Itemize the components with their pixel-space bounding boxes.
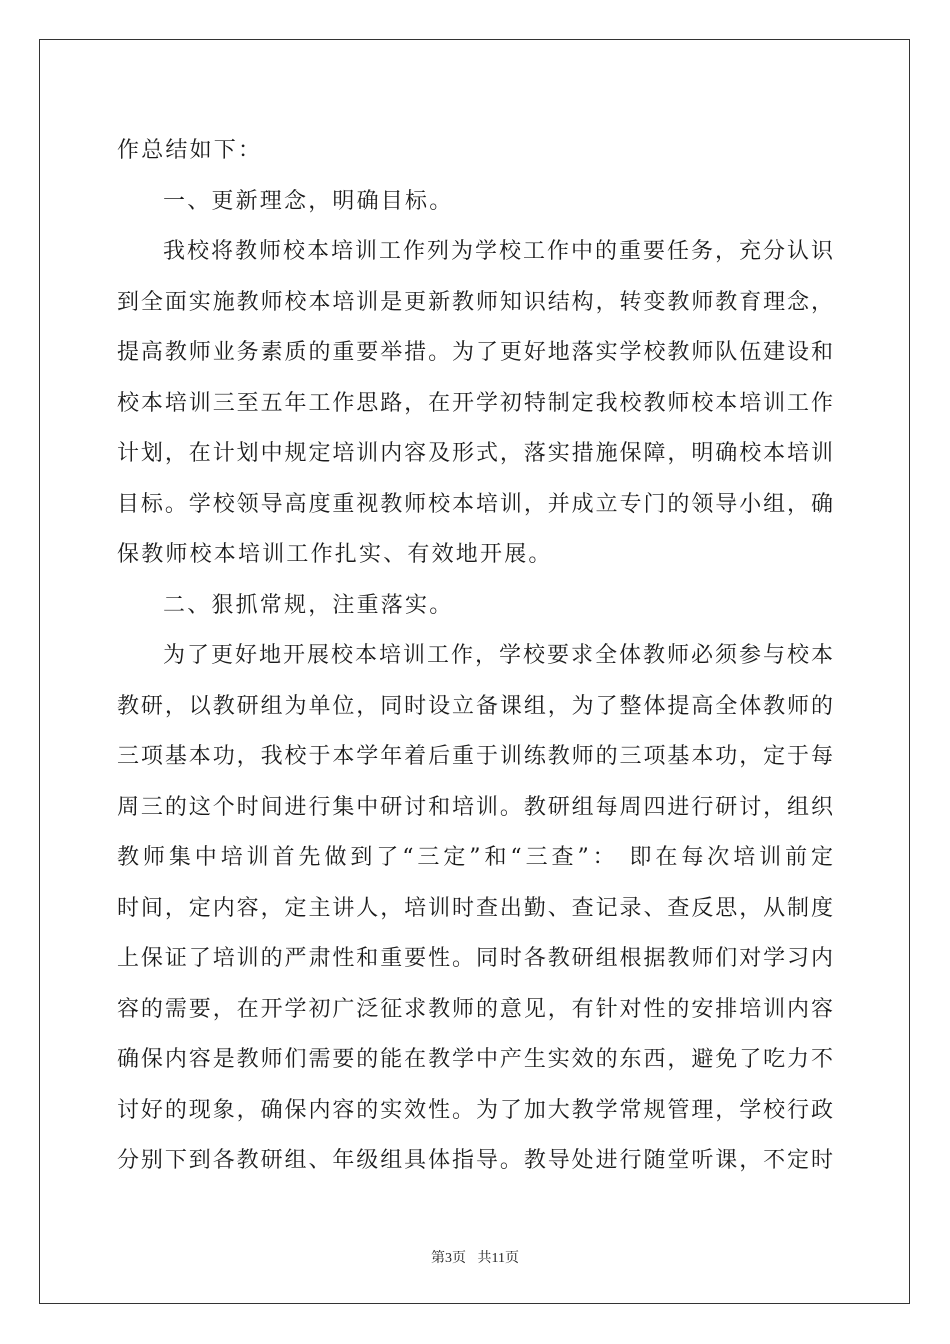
text-line: 提高教师业务素质的重要举措。为了更好地落实学校教师队伍建设和: [117, 340, 833, 365]
text-line: 确保内容是教师们需要的能在教学中产生实效的东西，避免了吃力不: [117, 1047, 833, 1072]
page-footer: [0, 1247, 950, 1267]
text-line: 教师集中培训首先做到了“三定”和“三查”： 即在每次培训前定: [117, 845, 833, 870]
text-line: 我校将教师校本培训工作列为学校工作中的重要任务，充分认识: [163, 239, 833, 264]
text-line: 到全面实施教师校本培训是更新教师知识结构，转变教师教育理念，: [117, 289, 833, 315]
text-line: 分别下到各教研组、年级组具体指导。教导处进行随堂听课，不定时: [117, 1148, 833, 1173]
text-line: 时间，定内容，定主讲人，培训时查出勤、查记录、查反思，从制度: [117, 895, 833, 921]
page-number: 第3页: [431, 1251, 466, 1266]
text-line: 为了更好地开展校本培训工作，学校要求全体教师必须参与校本: [163, 643, 833, 668]
text-line: 校本培训三至五年工作思路，在开学初特制定我校教师校本培训工作: [117, 390, 833, 416]
text-line: 作总结如下：: [117, 138, 263, 163]
text-line: 三项基本功，我校于本学年着后重于训练教师的三项基本功，定于每: [117, 744, 833, 769]
page-total: 共11页: [477, 1251, 519, 1266]
text-line: 周三的这个时间进行集中研讨和培训。教研组每周四进行研讨，组织: [117, 794, 833, 820]
text-line: 计划，在计划中规定培训内容及形式，落实措施保障，明确校本培训: [117, 441, 833, 466]
text-line: 二、狠抓常规，注重落实。: [163, 592, 454, 618]
text-line: 目标。学校领导高度重视教师校本培训，并成立专门的领导小组，确: [117, 491, 833, 517]
text-line: 保教师校本培训工作扎实、有效地开展。: [117, 542, 553, 567]
text-line: 上保证了培训的严肃性和重要性。同时各教研组根据教师们对学习内: [117, 946, 833, 971]
text-line: 容的需要，在开学初广泛征求教师的意见，有针对性的安排培训内容: [117, 996, 833, 1022]
text-line: 讨好的现象，确保内容的实效性。为了加大教学常规管理，学校行政: [117, 1097, 833, 1123]
document-body: [117, 126, 833, 1187]
text-line: 一、更新理念，明确目标。: [163, 188, 454, 214]
text-line: 教研，以教研组为单位，同时设立备课组，为了整体提高全体教师的: [117, 693, 833, 719]
